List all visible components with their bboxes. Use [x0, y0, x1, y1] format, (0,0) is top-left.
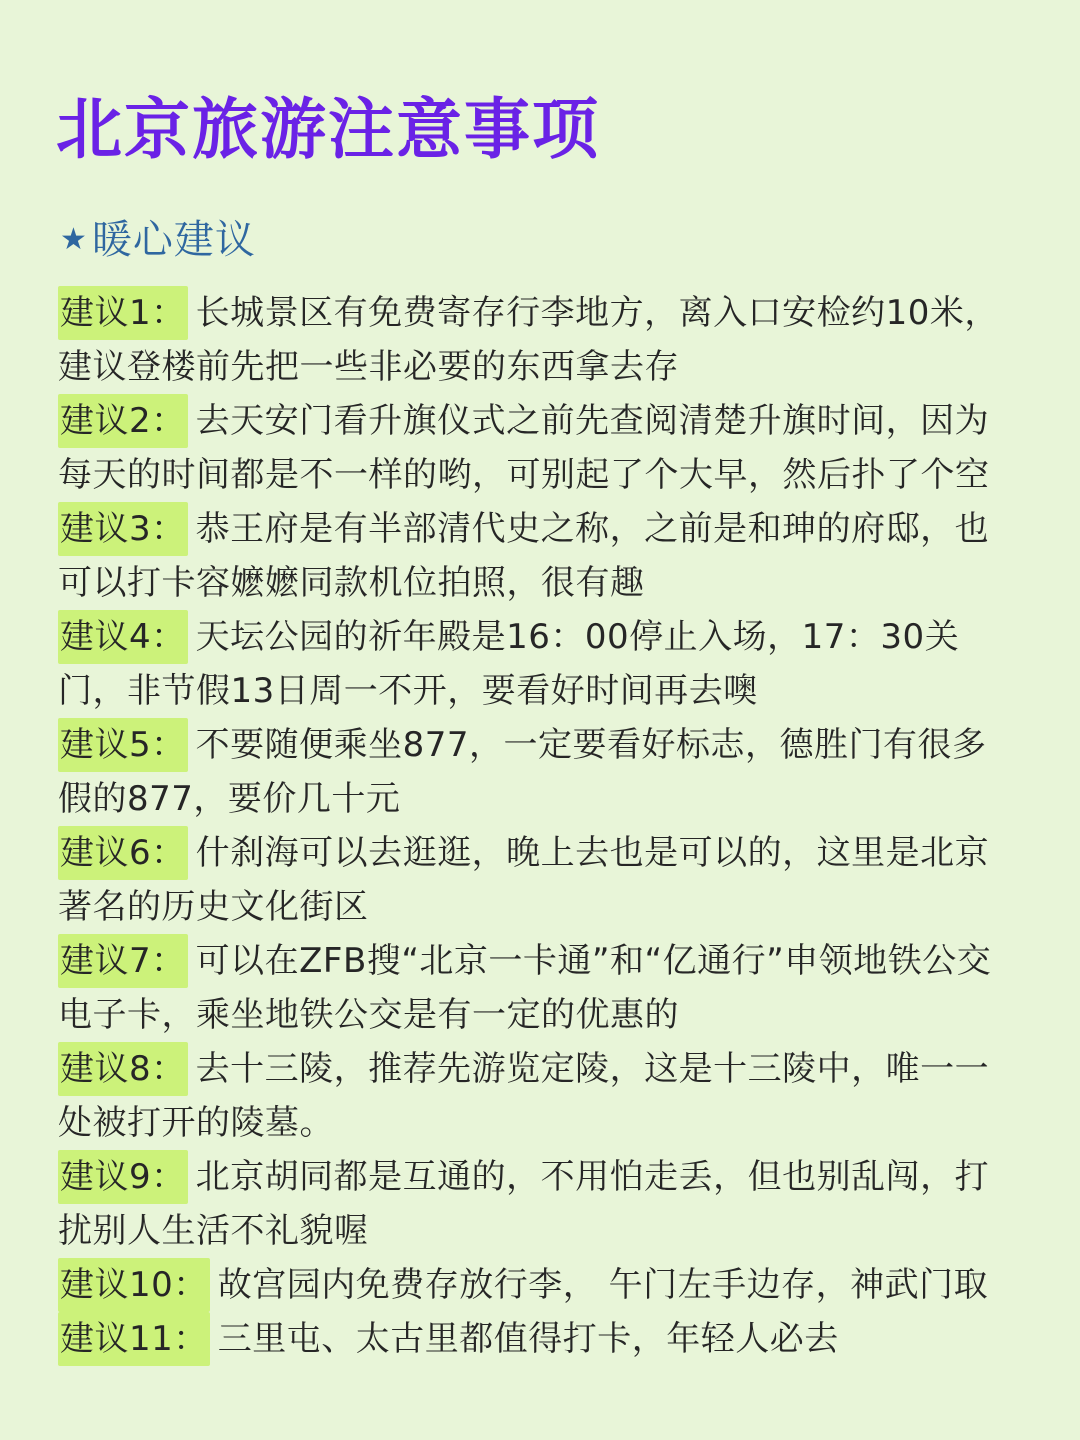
tip-item-8 [58, 1042, 1020, 1150]
tip-text: 恭王府是有半部清代史之称，之前是和珅的府邸，也可以打卡容嬷嬷同款机位拍照，很有趣 [58, 509, 990, 603]
section-heading-text: 暖心建议 [91, 217, 256, 263]
tip-label: 建议5： [58, 718, 188, 772]
page-title: 北京旅游注意事项 [56, 91, 600, 168]
tip-label: 建议9： [58, 1150, 188, 1204]
tip-label: 建议11： [58, 1312, 210, 1366]
tips-list [58, 286, 1020, 1366]
tip-text: 去天安门看升旗仪式之前先查阅清楚升旗时间，因为每天的时间都是不一样的哟，可别起了个大早，然后扑了个空 [58, 401, 990, 495]
tip-text: 去十三陵，推荐先游览定陵，这是十三陵中，唯一一处被打开的陵墓。 [58, 1049, 990, 1143]
tip-label: 建议2： [58, 394, 188, 448]
section-heading [60, 210, 256, 270]
tip-item-3 [58, 502, 1020, 610]
tip-item-2 [58, 394, 1020, 502]
tip-label: 建议1： [58, 286, 188, 340]
tip-text: 故宫园内免费存放行李， 午门左手边存，神武门取 [217, 1265, 989, 1305]
tip-label: 建议8： [58, 1042, 188, 1096]
tip-label: 建议4： [58, 610, 188, 664]
tip-label: 建议6： [58, 826, 188, 880]
tip-text: 北京胡同都是互通的，不用怕走丢，但也别乱闯，打扰别人生活不礼貌喔 [58, 1157, 990, 1251]
tip-text: 天坛公园的祈年殿是16：00停止入场，17：30关门，非节假13日周一不开，要看好时间再去噢 [58, 617, 960, 711]
tip-text: 不要随便乘坐877，一定要看好标志，德胜门有很多假的877，要价几十元 [58, 725, 987, 819]
tip-item-7 [58, 934, 1020, 1042]
tip-item-10 [58, 1258, 1020, 1312]
tip-item-11 [58, 1312, 1020, 1366]
tip-item-4 [58, 610, 1020, 718]
tip-text: 可以在ZFB搜“北京一卡通”和“亿通行”申领地铁公交电子卡，乘坐地铁公交是有一定的优惠的 [58, 941, 992, 1035]
tip-item-5 [58, 718, 1020, 826]
tip-item-6 [58, 826, 1020, 934]
tip-label: 建议3： [58, 502, 188, 556]
tip-item-9 [58, 1150, 1020, 1258]
tip-item-1 [58, 286, 1020, 394]
tip-label: 建议7： [58, 934, 188, 988]
tip-text: 三里屯、太古里都值得打卡，年轻人必去 [217, 1319, 839, 1359]
tip-text: 长城景区有免费寄存行李地方，离入口安检约10米，建议登楼前先把一些非必要的东西拿去存 [58, 293, 999, 387]
tip-label: 建议10： [58, 1258, 210, 1312]
star-icon: ★ [60, 222, 88, 257]
tip-text: 什刹海可以去逛逛，晚上去也是可以的，这里是北京著名的历史文化街区 [58, 833, 990, 927]
